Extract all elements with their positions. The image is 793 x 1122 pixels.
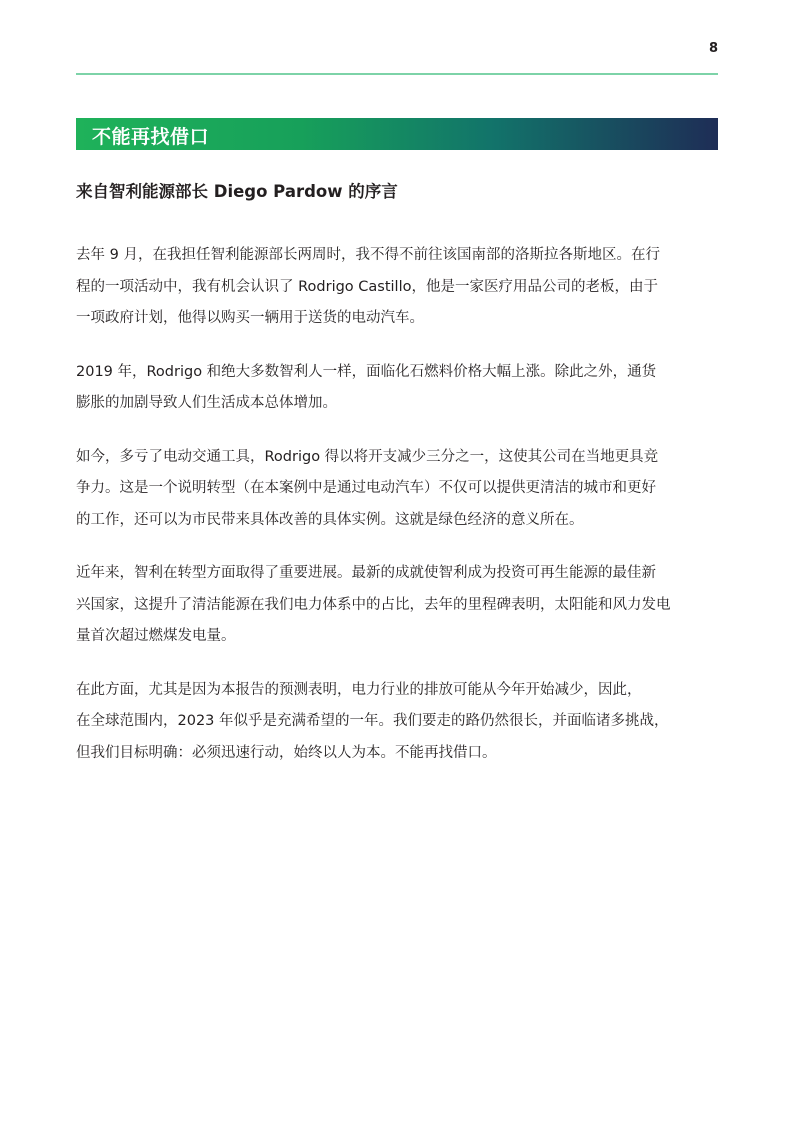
paragraph: [76, 558, 721, 653]
paragraph: [76, 675, 721, 770]
header-divider: [76, 73, 718, 75]
foreword-subtitle: 来自智利能源部长 Diego Pardow 的序言: [76, 182, 398, 201]
text-line: 近年来，智利在转型方面取得了重要进展。最新的成就使智利成为投资可再生能源的最佳新: [76, 565, 656, 581]
text-line: 在全球范围内，2023 年似乎是充满希望的一年。我们要走的路仍然很长，并面临诸多挑战，: [76, 713, 669, 729]
text-line: 程的一项活动中，我有机会认识了 Rodrigo Castillo，他是一家医疗用品公司的老板，由于: [76, 278, 658, 295]
text-line: 膨胀的加剧导致人们生活成本总体增加。: [76, 395, 337, 411]
text-line: 如今，多亏了电动交通工具，Rodrigo 得以将开支减少三分之一，这使其公司在当地更具竞: [76, 448, 659, 465]
text-line: 2019 年，Rodrigo 和绝大多数智利人一样，面临化石燃料价格大幅上涨。除此之外，通货: [76, 363, 657, 380]
text-line: 量首次超过燃煤发电量。: [76, 628, 236, 644]
body-text: [76, 240, 721, 791]
text-line: 的工作，还可以为市民带来具体改善的具体实例。这就是绿色经济的意义所在。: [76, 511, 584, 528]
paragraph: [76, 357, 721, 420]
text-line: 兴国家，这提升了清洁能源在我们电力体系中的占比，去年的里程碑表明，太阳能和风力发电: [76, 596, 671, 613]
paragraph: [76, 442, 721, 537]
text-line: 但我们目标明确：必须迅速行动，始终以人为本。不能再找借口。: [76, 744, 497, 761]
page-number: 8: [708, 41, 718, 56]
text-line: 一项政府计划，他得以购买一辆用于送货的电动汽车。: [76, 310, 424, 326]
text-line: 在此方面，尤其是因为本报告的预测表明，电力行业的排放可能从今年开始减少，因此，: [76, 681, 642, 698]
text-line: 去年 9 月，在我担任智利能源部长两周时，我不得不前往该国南部的洛斯拉各斯地区。在行: [76, 247, 660, 263]
text-line: 争力。这是一个说明转型（在本案例中是通过电动汽车）不仅可以提供更清洁的城市和更好: [76, 480, 656, 496]
section-banner: [76, 118, 718, 150]
section-title: 不能再找借口: [92, 126, 210, 148]
paragraph: [76, 240, 721, 335]
